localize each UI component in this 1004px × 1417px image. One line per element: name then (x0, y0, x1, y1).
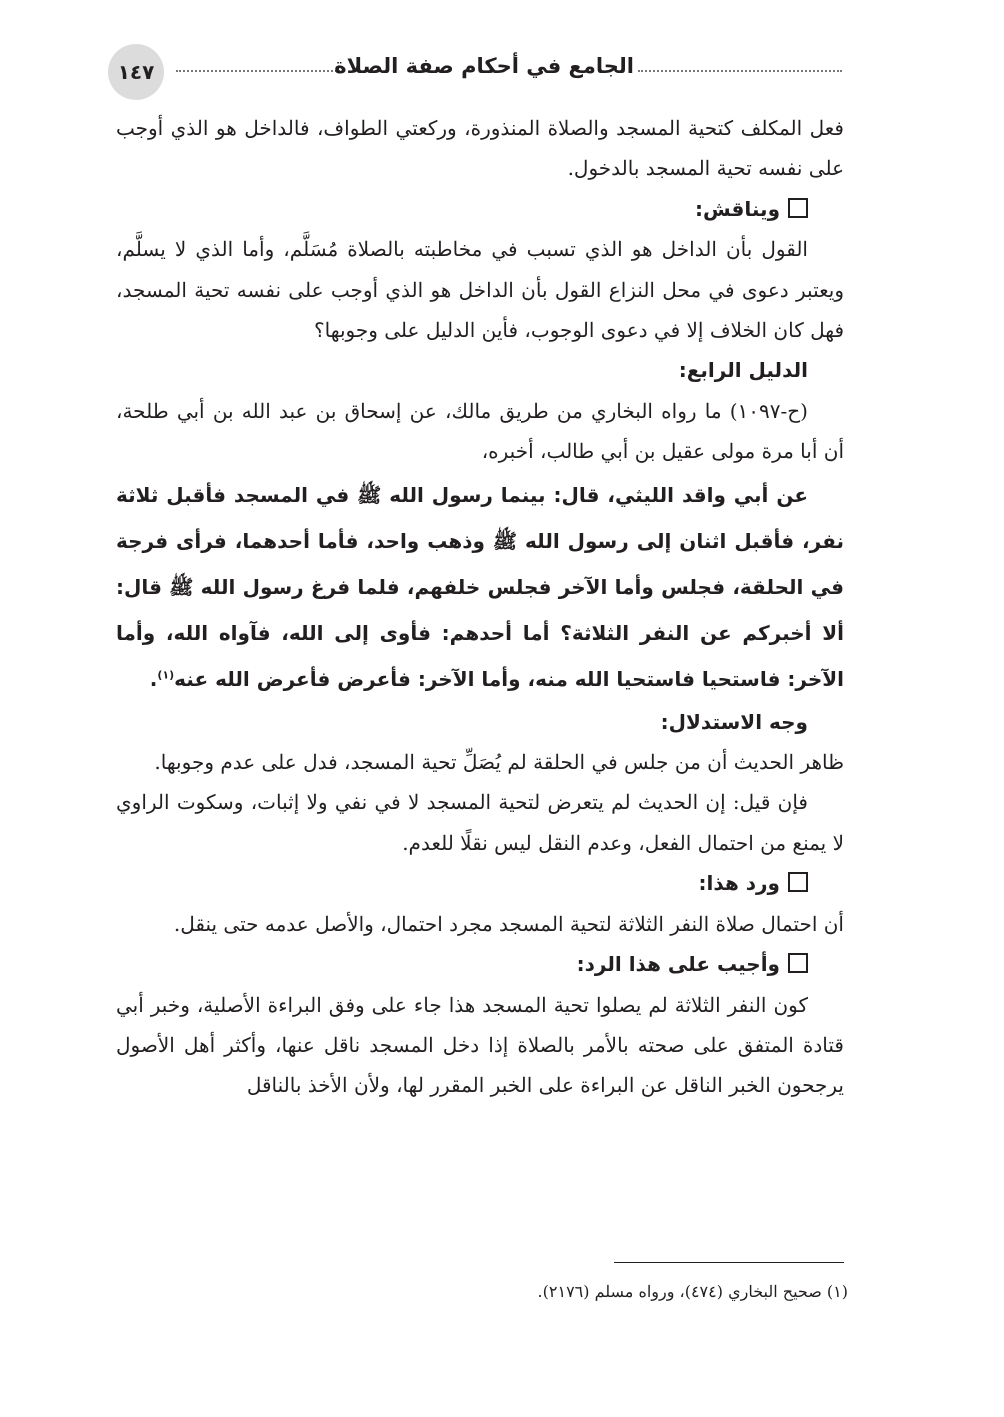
hadith-text (116, 472, 844, 702)
paragraph-2: القول بأن الداخل هو الذي تسبب في مخاطبته بالصلاة مُسَلَّم، وأما الذي لا يسلَّم، ويعتبر دعوى في محل النزاع القول بأن الداخل هو الذي أوجب على نفسه تحية المسجد، فهل كان الخلاف إلا في دعوى الوجوب، فأين الدليل على وجوبها؟ (116, 237, 844, 343)
heading-discussion (116, 189, 844, 229)
heading-response-label: وأجيب على هذا الرد: (576, 952, 780, 977)
heading-inference: وجه الاستدلال: (660, 709, 808, 734)
running-header-title: الجامع في أحكام صفة الصلاة (334, 54, 634, 78)
footnote-divider (614, 1262, 844, 1263)
paragraph-6: أن احتمال صلاة النفر الثلاثة لتحية المسجد مجرد احتمال، والأصل عدمه حتى ينقل. (173, 911, 844, 936)
header-dots-right (638, 70, 842, 72)
main-body-text (116, 108, 844, 1106)
footnote-reference[interactable]: (١) (157, 668, 175, 681)
footnote-1: (١) صحيح البخاري (٤٧٤)، ورواه مسلم (٢١٧٦). (537, 1282, 848, 1301)
heading-rebuttal-label: ورد هذا: (698, 871, 780, 896)
header-dots-left (176, 70, 340, 72)
heading-fourth-evidence: الدليل الرابع: (678, 358, 808, 383)
paragraph-1: فعل المكلف كتحية المسجد والصلاة المنذورة، وركعتي الطواف، فالداخل هو الذي أوجب على نفسه تحية المسجد بالدخول. (116, 116, 844, 181)
heading-rebuttal (116, 863, 844, 903)
heading-response (116, 944, 844, 984)
page-number: ١٤٧ (108, 44, 164, 100)
paragraph-3: (ح-١٠٩٧) ما رواه البخاري من طريق مالك، عن إسحاق بن عبد الله بن أبي طلحة، أن أبا مرة مولى عقيل بن أبي طالب، أخبره، (116, 398, 844, 464)
heading-discussion-label: ويناقش: (695, 196, 780, 221)
paragraph-5: فإن قيل: إن الحديث لم يتعرض لتحية المسجد لا في نفي ولا إثبات، وسكوت الراوي لا يمنع من احتمال الفعل، وعدم النقل ليس نقلًا للعدم. (116, 790, 844, 855)
paragraph-4: ظاهر الحديث أن من جلس في الحلقة لم يُصَلِّ تحية المسجد، فدل على عدم وجوبها. (154, 750, 844, 775)
hadith-body: عن أبي واقد الليثي، قال: بينما رسول الله ﷺ في المسجد فأقبل ثلاثة نفر، فأقبل اثنان إلى رسول الله ﷺ وذهب واحد، فأما أحدهما، فرأى فرجة في الحلقة، فجلس وأما الآخر فجلس خلفهم، فلما فرغ رسول الله ﷺ قال: ألا أخبركم عن النفر الثلاثة؟ أما أحدهم: فأوى إلى الله، فآواه الله، وأما الآخر: فاستحيا فاستحيا الله منه، وأما الآخر: فأعرض فأعرض الله عنه (116, 482, 844, 691)
hadith-end: . (149, 666, 158, 691)
paragraph-7: كون النفر الثلاثة لم يصلوا تحية المسجد هذا جاء على وفق البراءة الأصلية، وخبر أبي قتادة المتفق على صحته بالأمر بالصلاة إذا دخل المسجد ناقل عنها، وأكثر أهل الأصول يرجحون الخبر الناقل عن البراءة على الخبر المقرر لها، ولأن الأخذ بالناقل (116, 992, 844, 1098)
